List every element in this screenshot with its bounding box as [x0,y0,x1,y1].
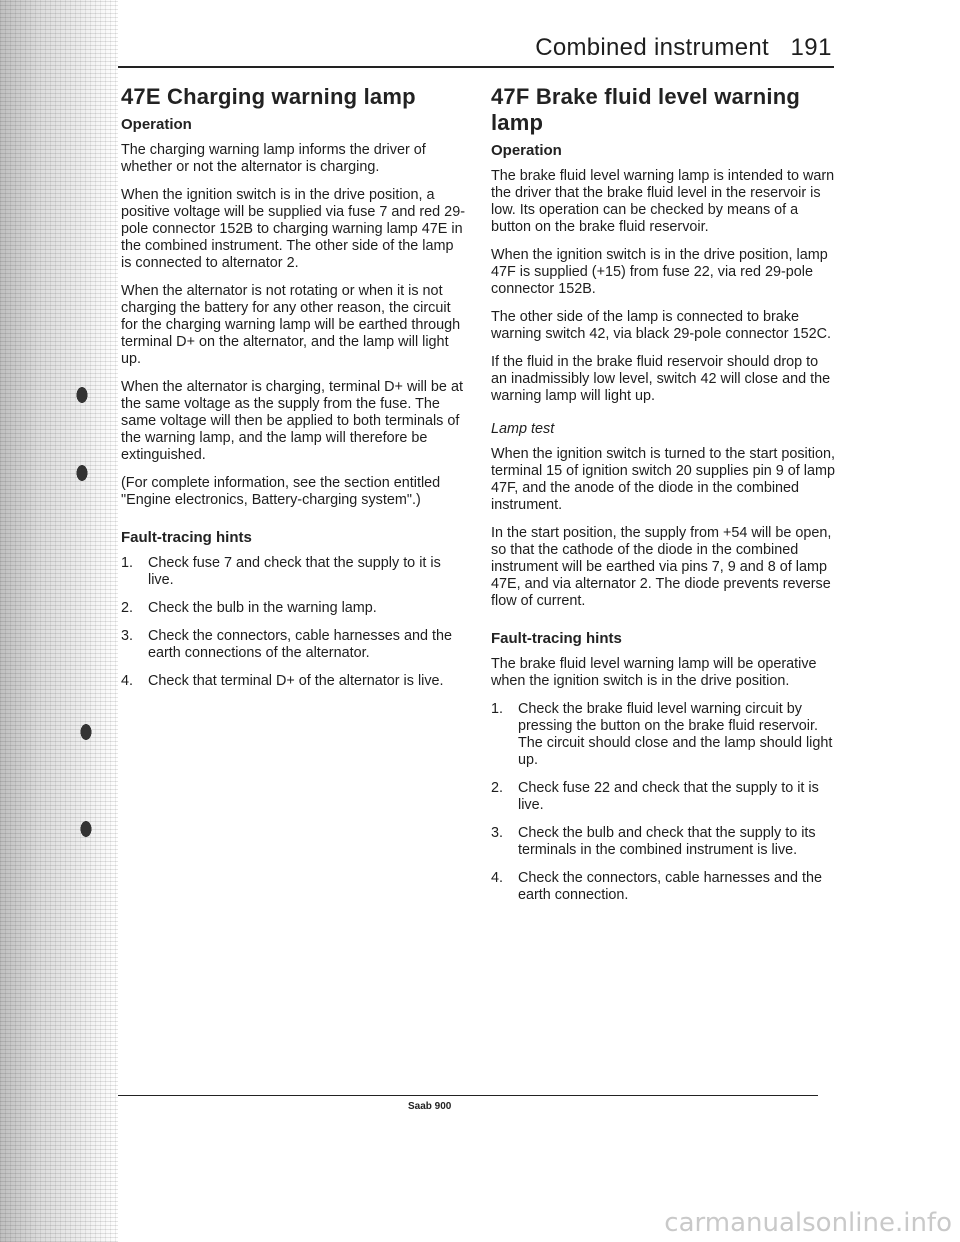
list-number: 4. [491,870,504,886]
list-number: 2. [121,600,134,616]
scanned-binding-edge [0,0,118,1242]
paragraph: When the alternator is not rotating or when it is not charging the battery for any other reason, the circuit for the charging warning lamp will be earthed through terminal D+ on the alternator, and the lamp will light up. [121,283,461,367]
paragraph: The brake fluid level warning lamp is intended to warn the driver that the brake fluid level in the reservoir is low. Its operation can be checked by means of a button on the brake fluid reservoir. [491,168,835,235]
brake-fluid-lamp-heading: 47F Brake fluid level warning lamp [491,84,801,135]
fault-tracing-heading: Fault-tracing hints [121,529,252,546]
list-item [491,870,836,904]
list-text: Check that terminal D+ of the alternator is live. [148,673,444,689]
footer-model-name: Saab 900 [408,1101,452,1112]
paragraph: When the alternator is charging, terminal D+ will be at the same voltage as the supply from the fuse. The same voltage will then be applied to both terminals of the warning lamp, and the lamp will therefore be extinguished. [121,379,463,463]
operation-heading: Operation [491,142,562,159]
list-number: 1. [491,701,504,717]
list-item [121,555,466,589]
lamp-test-heading: Lamp test [491,421,555,437]
paragraph: The charging warning lamp informs the driver of whether or not the alternator is charging. [121,142,426,175]
list-text: Check the bulb and check that the supply to its terminals in the combined instrument is live. [518,825,816,858]
list-text: Check the connectors, cable harnesses and the earth connections of the alternator. [148,628,452,661]
paragraph: When the ignition switch is in the drive position, lamp 47F is supplied (+15) from fuse 22, via red 29-pole connector 152B. [491,247,828,297]
operation-heading: Operation [121,116,192,133]
paragraph: In the start position, the supply from +54 will be open, so that the cathode of the diode in the combined instrument will be earthed via pins 7, 9 and 8 of lamp 47E, and via alternator 2. The diode prevents reverse flow of current. [491,525,832,609]
list-text: Check the bulb in the warning lamp. [148,600,377,616]
page-header [118,30,834,68]
list-item [491,701,836,769]
fault-tracing-intro: The brake fluid level warning lamp will be operative when the ignition switch is in the drive position. [491,656,817,689]
fault-tracing-heading: Fault-tracing hints [491,630,622,647]
right-column [491,84,836,915]
list-item [491,825,836,859]
list-item [121,628,466,662]
paragraph: (For complete information, see the section entitled "Engine electronics, Battery-charging system".) [121,475,441,508]
list-number: 1. [121,555,134,571]
list-number: 3. [121,628,134,644]
section-title: Combined instrument [535,34,769,61]
list-number: 3. [491,825,504,841]
fault-tracing-list [121,555,466,690]
left-column [121,84,466,701]
watermark: carmanualsonline.info [664,1208,952,1238]
list-text: Check the connectors, cable harnesses and the earth connection. [518,870,822,903]
list-item [491,780,836,814]
list-text: Check fuse 7 and check that the supply to it is live. [148,555,441,588]
paragraph: If the fluid in the brake fluid reservoir should drop to an inadmissibly low level, switch 42 will close and the warning lamp will light up. [491,354,831,404]
page-number: 191 [790,34,832,61]
charging-lamp-heading: 47E Charging warning lamp [121,84,416,109]
list-item [121,673,466,690]
list-number: 2. [491,780,504,796]
list-text: Check fuse 22 and check that the supply to it is live. [518,780,819,813]
paragraph: When the ignition switch is turned to the start position, terminal 15 of ignition switch 20 supplies pin 9 of lamp 47F, and the anode of the diode in the combined instrument. [491,446,835,513]
fault-tracing-list [491,701,836,904]
footer-rule [118,1095,818,1096]
paragraph: The other side of the lamp is connected to brake warning switch 42, via black 29-pole connector 152C. [491,309,831,342]
paragraph: When the ignition switch is in the drive position, a positive voltage will be supplied via fuse 7 and red 29-pole connector 152B to charging warning lamp 47E in the combined instrument. The other side of the lamp is connected to alternator 2. [121,187,465,271]
list-item [121,600,466,617]
list-text: Check the brake fluid level warning circuit by pressing the button on the brake fluid reservoir. The circuit should close and the lamp should light up. [518,701,833,768]
list-number: 4. [121,673,134,689]
